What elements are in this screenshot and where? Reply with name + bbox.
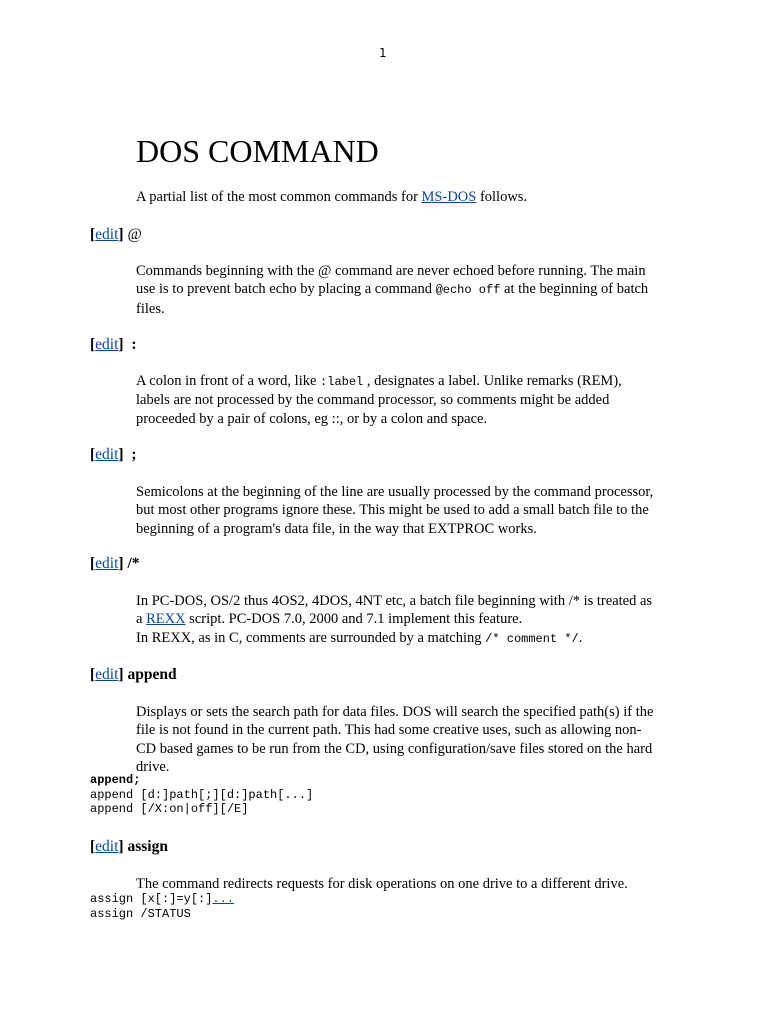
assign-ellipsis-link[interactable]: ... [212, 892, 235, 906]
section-assign-body: The command redirects requests for disk operations on one drive to a different drive. [136, 876, 628, 892]
assign-code-block [90, 892, 234, 921]
section-heading-append: [edit] append [90, 666, 177, 683]
append-code-line: append [/X:on|off][/E] [90, 802, 249, 816]
edit-link-colon[interactable]: edit [95, 336, 119, 353]
page-number: 1 [379, 46, 387, 60]
section-at-body: Commands beginning with the @ command are never echoed before running. The main use is to prevent batch echo by placing a command @echo off at the beginning of batch files. [136, 263, 649, 317]
page-title: DOS COMMAND [136, 133, 379, 169]
append-code-line: append; [90, 773, 141, 787]
append-code-block [90, 773, 313, 817]
section-heading-colon: [edit] : [90, 336, 137, 353]
rexx-link[interactable]: REXX [146, 611, 186, 628]
ms-dos-link[interactable]: MS-DOS [421, 189, 477, 205]
section-colon-body: A colon in front of a word, like :label , designates a label. Unlike remarks (REM), labels are not processed by the command processor, so comments might be added proceeded by a pair of colons, eg ::, or by a colon and space. [136, 373, 622, 427]
section-heading-at: [edit] @ [90, 226, 142, 243]
section-heading-slashstar: [edit] /* [90, 555, 140, 572]
section-slashstar-body: In PC-DOS, OS/2 thus 4OS2, 4DOS, 4NT etc, a batch file beginning with /* is treated as a REXX script. PC-DOS 7.0, 2000 and 7.1 implement this feature. In REXX, as in C, comments are surrounded by a matching /* comment */. [136, 593, 653, 646]
section-semicolon-body: Semicolons at the beginning of the line are usually processed by the command processor, but most other programs ignore these. This might be used to add a small batch file to the beginning of a program's data file, in the way that EXTPROC works. [136, 484, 654, 537]
assign-code-line: assign /STATUS [90, 906, 191, 921]
section-heading-semicolon: [edit] ; [90, 446, 137, 463]
append-code-line: append [d:]path[;][d:]path[...] [90, 787, 314, 802]
edit-link-assign[interactable]: edit [95, 838, 119, 855]
section-heading-assign: [edit] assign [90, 838, 168, 855]
intro-text: A partial list of the most common commands for MS-DOS follows. [136, 189, 528, 205]
assign-code-line: assign [x[:]=y[:]... [90, 892, 235, 906]
section-append-body: Displays or sets the search path for data files. DOS will search the specified path(s) if the file is not found in the current path. This had some creative uses, such as allowing non- CD based games to be run from the CD, using configuration/save files stored on the hard drive. [136, 704, 654, 775]
edit-link-slashstar[interactable]: edit [95, 555, 119, 572]
edit-link-semicolon[interactable]: edit [95, 446, 119, 463]
edit-link-append[interactable]: edit [95, 666, 119, 683]
edit-link-at[interactable]: edit [95, 226, 119, 243]
